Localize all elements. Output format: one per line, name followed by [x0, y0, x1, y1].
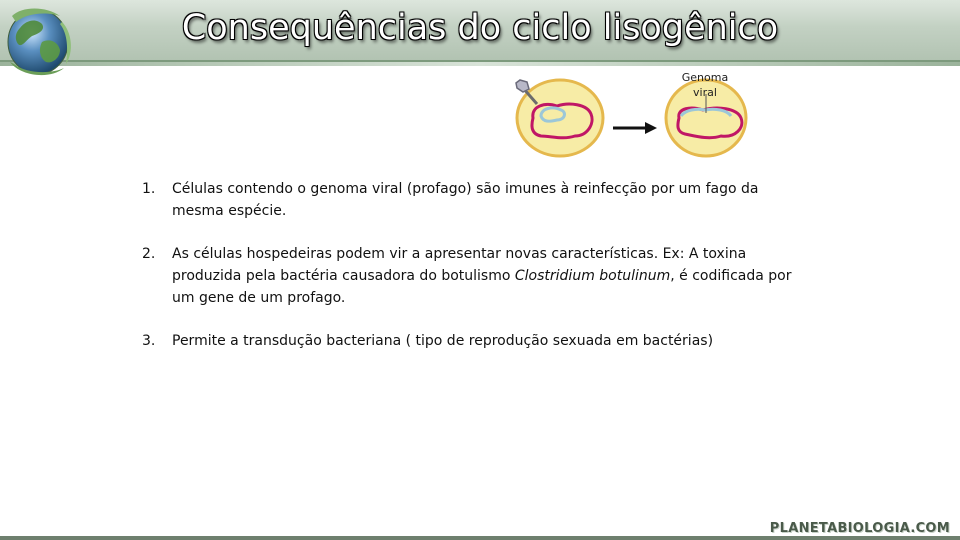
- list-item-text: Permite a transdução bacteriana ( tipo de reprodução sexuada em bactérias): [172, 333, 714, 349]
- list-item-text: Células contendo o genoma viral (profago) são imunes à reinfecção por um fago da mesma espécie.: [172, 181, 759, 219]
- phage-head: [516, 80, 529, 92]
- slide-title: Consequências do ciclo lisogênico: [181, 8, 779, 48]
- brand-watermark: PLANETABIOLOGIA.COM: [769, 521, 950, 536]
- list-item-number: 3.: [142, 333, 156, 349]
- list-item: [142, 178, 802, 222]
- list-item-number: 2.: [142, 246, 156, 262]
- viral-genome-label-line2: viral: [693, 86, 717, 99]
- host-cell-left: [517, 80, 603, 156]
- arrow-head: [645, 122, 657, 134]
- list-item: [142, 330, 802, 352]
- viral-genome-label: [665, 70, 745, 100]
- list-item-text: [172, 243, 802, 309]
- footer-bar: [0, 536, 960, 540]
- list-item-text-part: As células hospedeiras podem vir a apresentar novas características. Ex: A toxina produzida pela bactéria causadora do botulismo: [172, 246, 747, 284]
- species-name: Clostridium botulinum: [514, 268, 671, 284]
- viral-genome-label-line1: Genoma: [681, 71, 729, 84]
- list-item: [142, 243, 802, 309]
- list-item-number: 1.: [142, 181, 156, 197]
- consequences-list: [142, 178, 802, 373]
- list-item-text-part: , é codificada por um gene de um profago.: [172, 268, 792, 306]
